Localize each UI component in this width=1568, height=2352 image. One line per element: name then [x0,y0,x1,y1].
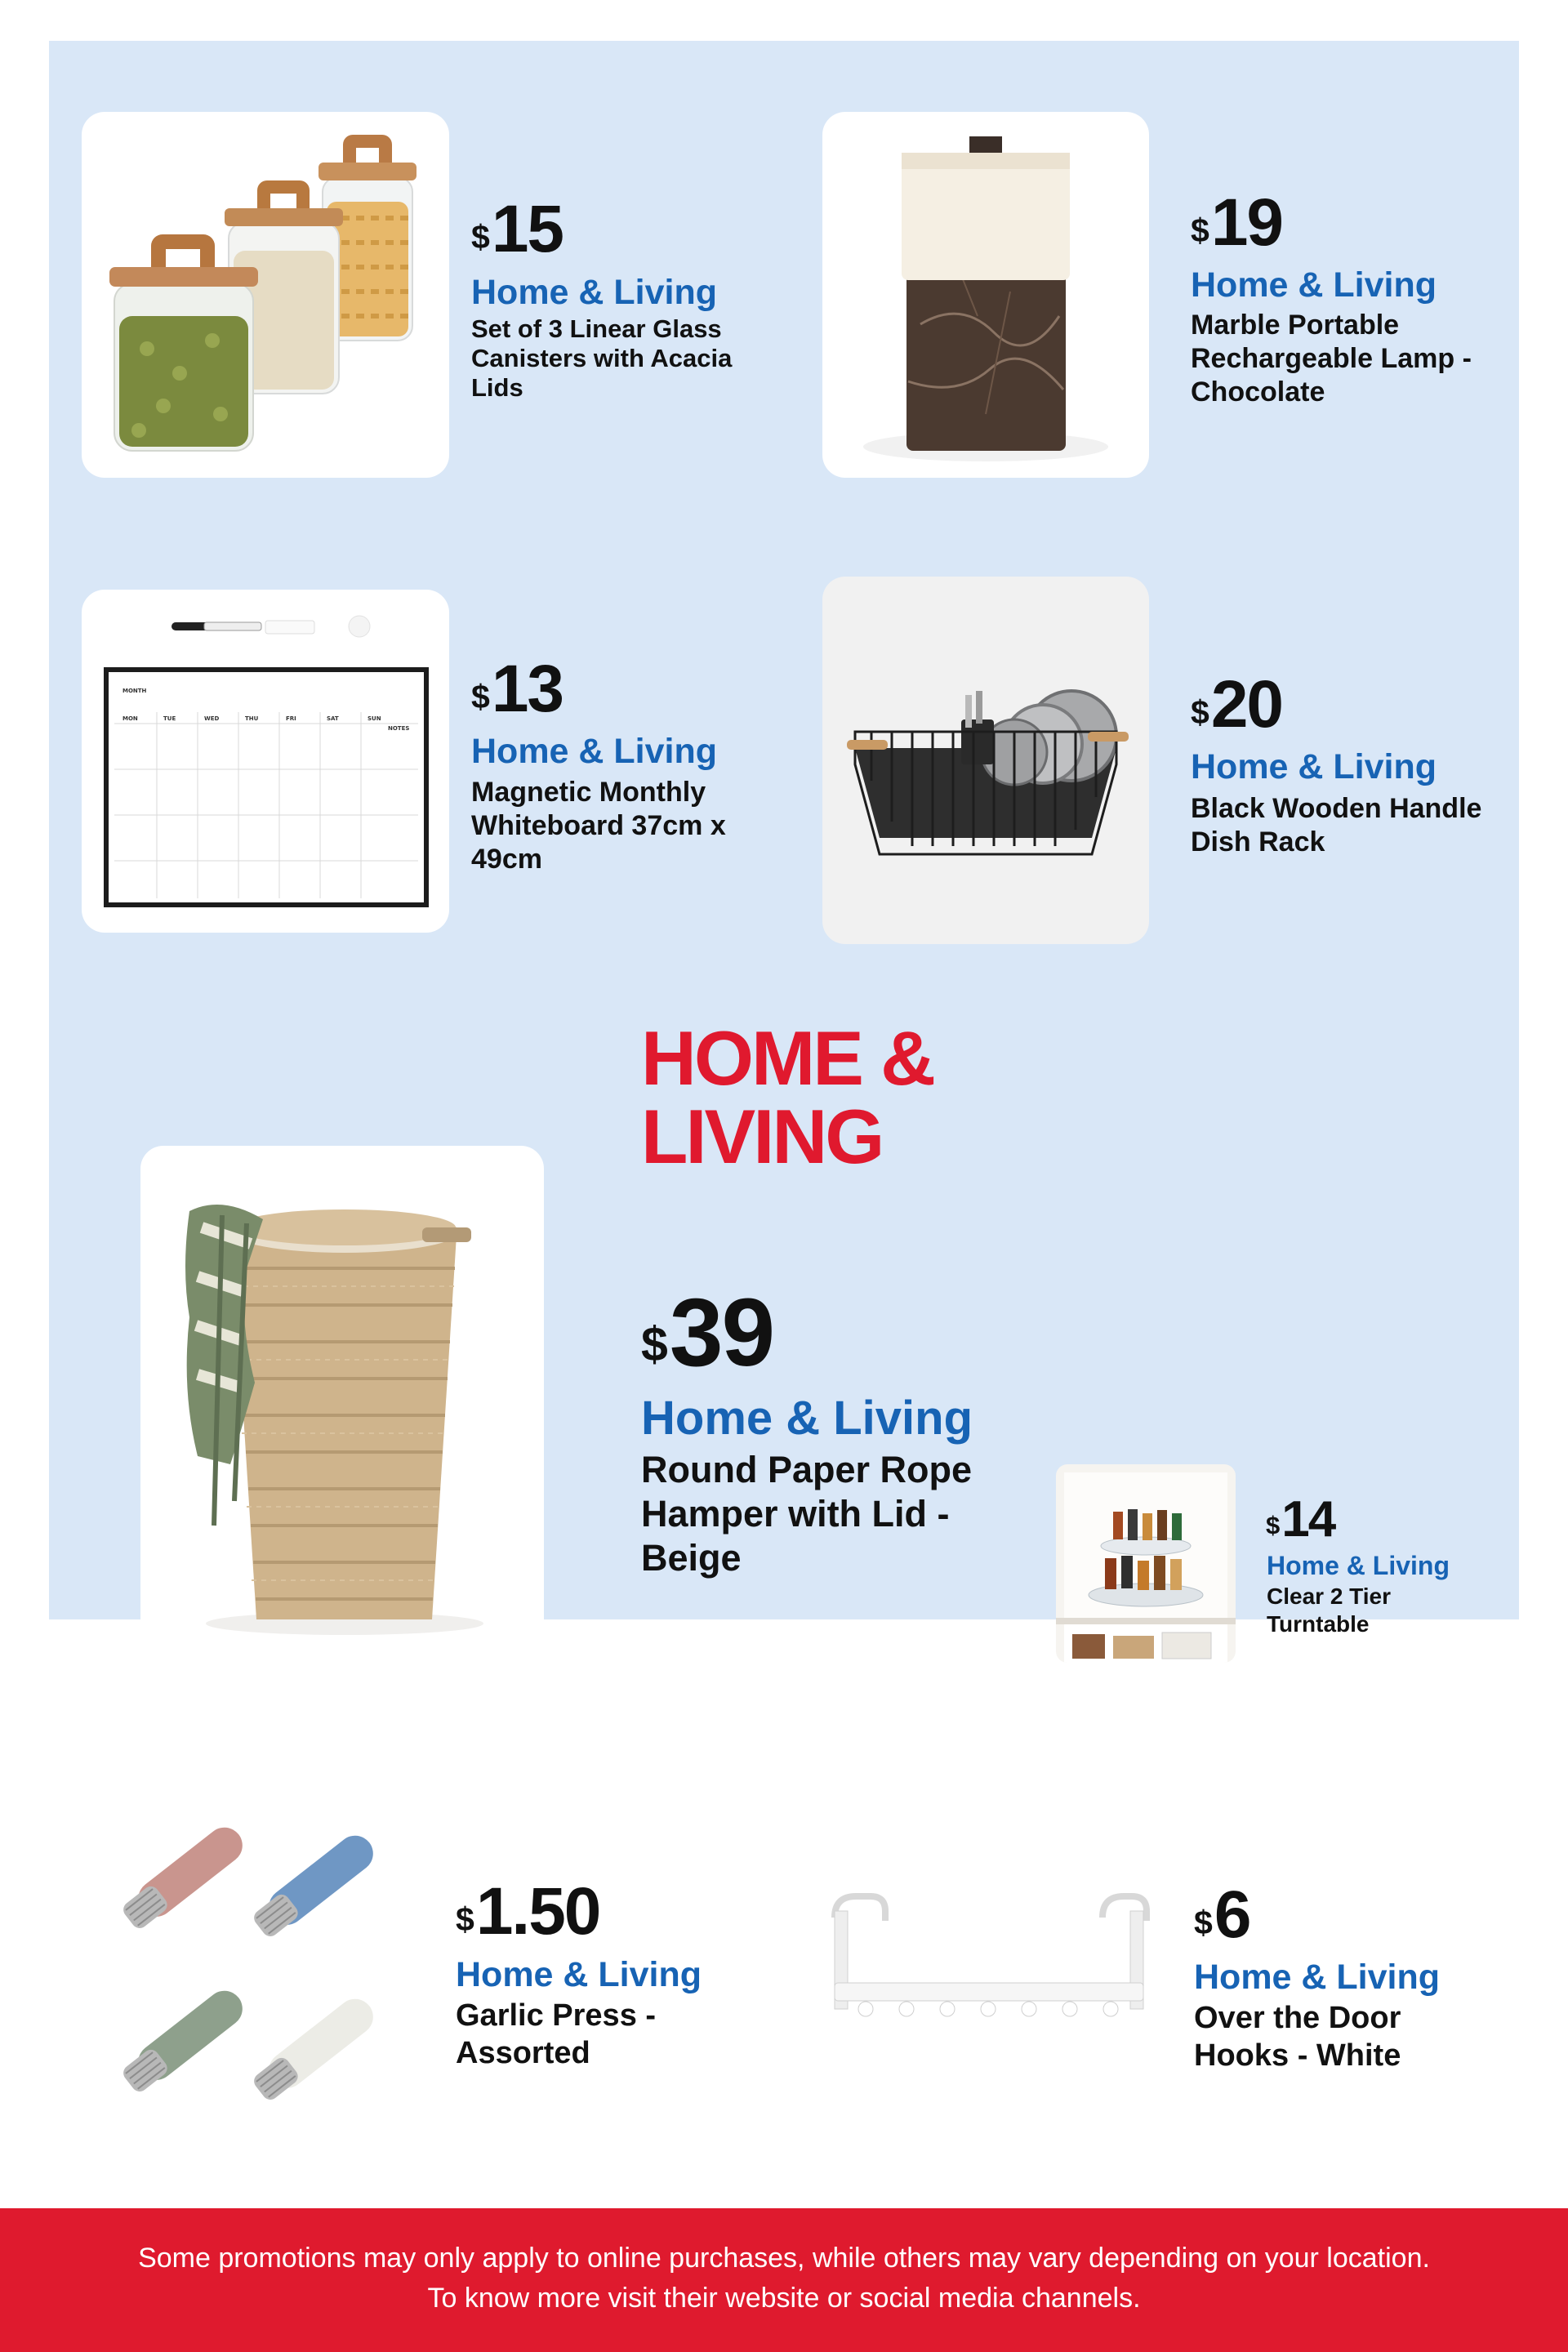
canisters-name[interactable]: Set of 3 Linear Glass Canisters with Acacia Lids [471,314,733,402]
whiteboard-day-thu: THU [245,715,259,722]
garlic-press-image[interactable] [106,1797,392,2140]
whiteboard-name[interactable]: Magnetic Monthly Whiteboard 37cm x 49cm [471,777,726,875]
dish-rack-category[interactable]: Home & Living [1191,747,1437,786]
whiteboard-day-tue: TUE [163,715,176,722]
door-hooks-category[interactable]: Home & Living [1194,1958,1441,1997]
hamper-name[interactable]: Round Paper Rope Hamper with Lid - Beige [641,1449,973,1579]
whiteboard-image[interactable] [82,590,449,933]
marble-lamp-image[interactable] [822,112,1149,478]
garlic-press-price: $1.50 [456,1874,600,1949]
section-title: HOME & LIVING [641,1015,933,1179]
hamper-price: $39 [641,1279,774,1387]
hamper-image[interactable] [140,1146,544,1663]
turntable-image[interactable] [1056,1464,1236,1663]
dish-rack-image[interactable] [822,577,1149,944]
whiteboard-notes-label: NOTES [388,725,410,732]
promotion-disclaimer: Some promotions may only apply to online purchases, while others may vary depending on your location. To know more visit their website or social media channels. [0,2208,1568,2352]
hamper-category[interactable]: Home & Living [641,1392,973,1445]
lamp-category[interactable]: Home & Living [1191,265,1437,305]
whiteboard-day-sun: SUN [368,715,381,722]
garlic-press-name[interactable]: Garlic Press - Assorted [456,1998,657,2070]
whiteboard-day-sat: SAT [327,715,339,722]
turntable-name[interactable]: Clear 2 Tier Turntable [1267,1584,1392,1637]
garlic-press-category[interactable]: Home & Living [456,1955,702,1994]
lamp-price: $19 [1191,185,1283,260]
canisters-price: $15 [471,192,564,266]
whiteboard-day-mon: MON [122,715,138,722]
dish-rack-name[interactable]: Black Wooden Handle Dish Rack [1191,793,1482,858]
whiteboard-month-label: MONTH [122,688,147,694]
whiteboard-category[interactable]: Home & Living [471,732,718,771]
whiteboard-day-wed: WED [204,715,220,722]
whiteboard-price: $13 [471,652,564,726]
lamp-name[interactable]: Marble Portable Rechargeable Lamp - Chocolate [1191,310,1472,408]
dish-rack-price: $20 [1191,667,1283,742]
door-hooks-name[interactable]: Over the Door Hooks - White [1194,2001,1401,2073]
door-hooks-price: $6 [1194,1878,1250,1952]
canisters-category[interactable]: Home & Living [471,273,718,312]
canisters-image[interactable] [82,112,449,478]
whiteboard-day-fri: FRI [286,715,296,722]
turntable-category[interactable]: Home & Living [1267,1551,1450,1580]
door-hooks-image[interactable] [817,1878,1160,2042]
turntable-price: $14 [1266,1491,1335,1548]
